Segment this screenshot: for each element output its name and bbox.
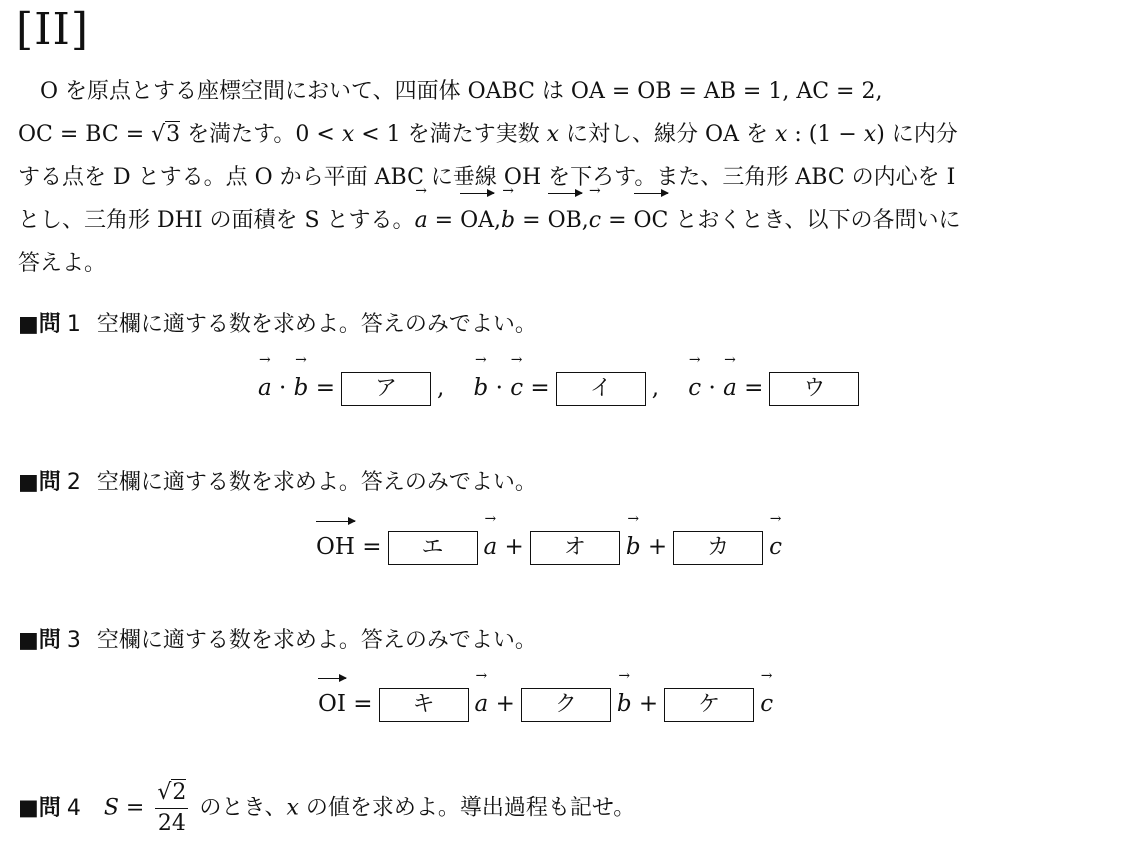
intro-line-5: 答えよ。 [18,251,107,276]
question-1-instruction: 空欄に適する数を求めよ。答えのみでよい。 [96,312,537,337]
answer-box-ku[interactable]: ク [521,688,611,722]
question-2-equation: OH = エ→ a + オ→ b + カ→ c [316,527,782,567]
intro-line-3: する点を D とする。点 O から平面 ABC に垂線 OH を下ろす。また、三角形 ABC の内心を I [18,165,956,190]
question-3-equation: OI = キ→ a + ク→ b + ケ→ c [318,684,773,724]
square-bullet-icon: ■ [18,470,39,495]
vector-OI: OI [318,684,346,724]
vector-b: → b [501,199,515,242]
sqrt-3: √3 [151,122,181,147]
question-3-instruction: 空欄に適する数を求めよ。答えのみでよい。 [96,628,537,653]
answer-box-ke[interactable]: ケ [664,688,754,722]
section-label: [II] [16,4,90,55]
answer-box-a[interactable]: ア [341,372,431,406]
question-3-heading: ■問 3 空欄に適する数を求めよ。答えのみでよい。 [18,628,537,653]
answer-box-ki[interactable]: キ [379,688,469,722]
question-2-instruction: 空欄に適する数を求めよ。答えのみでよい。 [96,470,537,495]
square-bullet-icon: ■ [18,795,39,821]
question-2-heading: ■問 2 空欄に適する数を求めよ。答えのみでよい。 [18,470,537,495]
vector-OB: OB [548,199,582,242]
vector-OC: OC [634,199,669,242]
question-4-heading: ■問 4 S = $\frac{√2}{24}$ のとき、x の値を求めよ。導出過程も記せ。 [18,778,635,839]
answer-box-i[interactable]: イ [556,372,646,406]
answer-box-e[interactable]: エ [388,531,478,565]
intro-line-2: OC = BC = √3 を満たす。0 < x < 1 を満たす実数 x に対し、線分 OA を x : (1 − x) に内分 [18,113,1128,156]
answer-box-ka[interactable]: カ [673,531,763,565]
vector-OH: OH [316,527,355,567]
answer-box-o[interactable]: オ [530,531,620,565]
intro-line-4: とし、三角形 DHI の面積を S とする。→ a = OA,→ b = OB,→ c = OC とおくとき、以下の各問いに [18,199,1128,242]
vector-c: → c [589,199,601,242]
square-bullet-icon: ■ [18,312,39,337]
vector-a: → a [415,199,428,242]
problem-statement [18,70,1128,285]
intro-line-1: O を原点とする座標空間において、四面体 OABC は OA = OB = AB = 1, AC = 2, [40,79,883,104]
question-1-equation: → a · → b = ア , → b · → c = イ , → c · → a = ウ [258,368,865,408]
fraction-sqrt2-over-24: $\frac{√2}{24}$ [157,780,187,836]
vector-OA: OA [460,199,494,242]
answer-box-u[interactable]: ウ [769,372,859,406]
question-1-heading: ■問 1 空欄に適する数を求めよ。答えのみでよい。 [18,312,537,337]
square-bullet-icon: ■ [18,628,39,653]
